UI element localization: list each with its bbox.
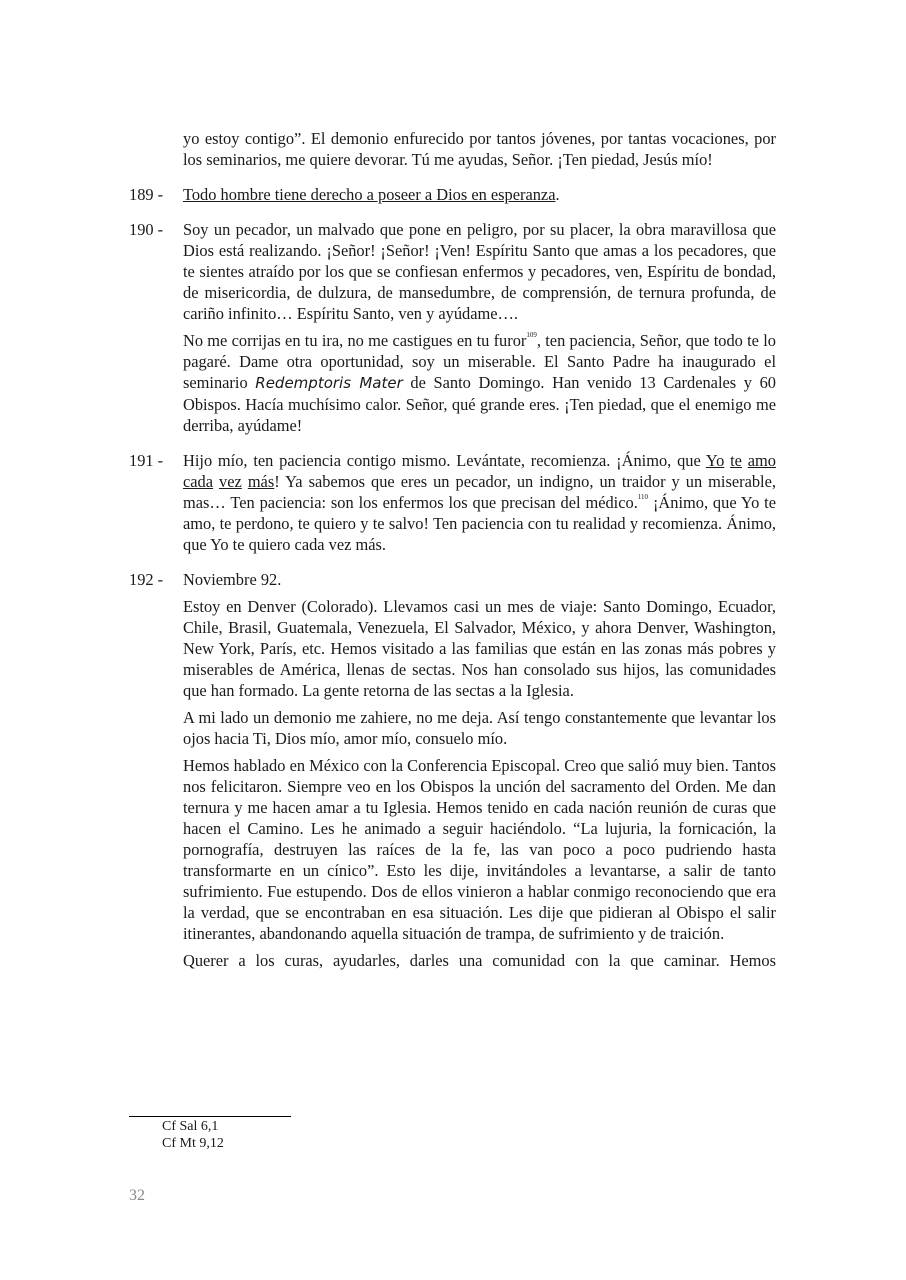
intro-continuation: [129, 128, 776, 170]
paragraph: Soy un pecador, un malvado que pone en peligro, por su placer, la obra maravillosa que Dios está realizando. ¡Señor! ¡Señor! ¡Ven! Espíritu Santo que amas a los pecadores, que te sientes atraído por los que se confiesan enfermos y pecadores, ven, Espíritu de bondad, de misericordia, de dulzura, de mansedumbre, de comprensión, de ternura profunda, de cariño infinito… Espíritu Santo, ven y ayúdame….: [183, 220, 776, 323]
text: No me corrijas en tu ira, no me castigues en tu furor: [183, 331, 527, 350]
underlined-word: te: [730, 451, 742, 470]
underlined-word: amo: [747, 451, 776, 470]
paragraph: Querer a los curas, ayudarles, darles una comunidad con la que caminar. Hemos: [183, 951, 776, 970]
footnote-divider: [129, 1116, 291, 1117]
footnote: Cf Sal 6,1: [162, 1119, 219, 1134]
underlined-word: vez: [219, 472, 242, 491]
paragraph: [183, 184, 776, 205]
paragraph: A mi lado un demonio me zahiere, no me deja. Así tengo constantemente que levantar los ojos hacia Ti, Dios mío, amor mío, consuelo mío.: [183, 708, 776, 748]
underlined-word: cada: [183, 472, 214, 491]
paragraph: [183, 330, 776, 436]
paragraph: Estoy en Denver (Colorado). Llevamos casi un mes de viaje: Santo Domingo, Ecuador, Chile, Brasil, Guatemala, Venezuela, El Salvador, México, y ahora Denver, Washington, New York, París, etc. Hemos visitado a las familias que están en las zonas más pobres y miserables de América, llenas de sectas. Nos han consolado sus hijos, las comunidades que han formado. La gente retorna de las sectas a la Iglesia.: [183, 597, 776, 700]
underlined-word: más: [247, 472, 275, 491]
footnote-ref[interactable]: 109: [526, 331, 537, 339]
entry-191: [129, 450, 776, 555]
page-body: [129, 128, 776, 985]
paragraph: Noviembre 92.: [183, 570, 282, 589]
entry-number: 190 -: [129, 220, 164, 239]
text: Hijo mío, ten paciencia contigo mismo. Levántate, recomienza. ¡Ánimo, que: [183, 451, 706, 470]
text: ! Ya sabemos que eres un pecador, un indigno, un traidor y un miserable, mas… Ten paciencia: son los enfermos los que precisan del médico.: [183, 472, 776, 512]
footnote: Cf Mt 9,12: [162, 1136, 224, 1151]
entry-number: 189 -: [129, 185, 164, 204]
text: ¡Ánimo, que Yo te amo, te perdono, te quiero y te salvo! Ten paciencia con tu realidad y recomienza. Ánimo, que Yo te quiero cada vez más.: [183, 493, 776, 554]
page-number: 32: [129, 1187, 145, 1204]
entry-number: 191 -: [129, 451, 164, 470]
entry-189: [129, 184, 776, 205]
underlined-word: Yo: [705, 451, 725, 470]
italic-text: Redemptoris Mater: [255, 374, 403, 392]
text: , ten paciencia, Señor, que todo te lo pagaré. Dame otra oportunidad, soy un miserable. El Santo Padre ha inaugurado el seminario: [183, 331, 776, 392]
entry-number: 192 -: [129, 570, 164, 589]
text: .: [555, 185, 560, 204]
underlined-text: Todo hombre tiene derecho a poseer a Dios en esperanza: [183, 185, 556, 204]
entry-190: [129, 219, 776, 436]
text: de Santo Domingo. Han venido 13 Cardenales y 60 Obispos. Hacía muchísimo calor. Señor, qué grande eres. ¡Ten piedad, que el enemigo me derriba, ayúdame!: [183, 373, 777, 435]
entry-192: [129, 569, 776, 971]
paragraph: [183, 450, 776, 555]
paragraph: Hemos hablado en México con la Conferencia Episcopal. Creo que salió muy bien. Tantos nos felicitaron. Siempre veo en los Obispos la unción del sacramento del Orden. Me dan ternura y me hacen amar a tu Iglesia. Hemos tenido en cada nación reunión de curas que hacen el Camino. Les he animado a seguir haciéndolo. “La lujuria, la fornicación, la pornografía, destruyen las raíces de la fe, las van poco a poco pudriendo hasta transformarte en un cínico”. Esto les dije, invitándoles a levantarse, a salir de tanto sufrimiento. Fue estupendo. Dos de ellos vinieron a hablar conmigo reconociendo que era la verdad, que se encontraban en esa situación. Les dije que pidieran al Obispo el salir itinerantes, abandonando aquella situación de trampa, de sufrimiento y de traición.: [183, 756, 776, 943]
paragraph: yo estoy contigo”. El demonio enfurecido por tantos jóvenes, por tantas vocaciones, por los seminarios, me quiere devorar. Tú me ayudas, Señor. ¡Ten piedad, Jesús mío!: [183, 129, 776, 169]
footnote-ref[interactable]: 110: [637, 493, 649, 501]
